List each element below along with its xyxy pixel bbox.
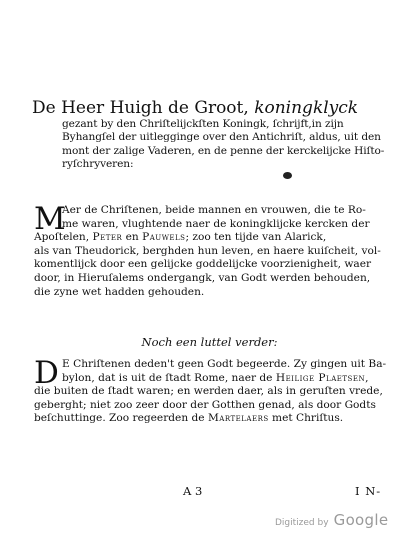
catchword: I N- <box>355 484 382 498</box>
text-line: geberght; niet zoo zeer door der Gotthen genad, als door Godts <box>34 398 376 411</box>
digitized-watermark <box>275 510 388 529</box>
text-line <box>34 231 392 245</box>
heading-line: gezant by den Chriſtelijckſten Koningk, ſchrijft,in zijn <box>62 118 344 130</box>
watermark-small-text: Digitized by <box>275 518 329 528</box>
heading-line: ryſchryveren: <box>62 158 134 171</box>
text-fragment: Apoſtelen, <box>34 231 90 244</box>
text-fragment: , <box>365 371 369 384</box>
text-line: die buiten de ſtadt waren; en werden daer, als in geruſten vrede, <box>34 385 383 398</box>
text-line: die zyne wet hadden gehouden. <box>34 285 205 298</box>
text-line: me waren, vlughtende naer de koningklijcke kercken der <box>62 217 370 230</box>
heading-title: De Heer Huigh de Groot, <box>32 98 249 118</box>
name-peter: Peter <box>92 231 123 244</box>
name-heilige-plaetsen: Heilige Plaetsen <box>275 371 366 384</box>
heading-first-line <box>32 98 402 118</box>
text-line <box>34 412 392 426</box>
text-fragment: beſchuttinge. Zoo regeerden de <box>34 412 205 425</box>
heading-continuation <box>62 118 392 172</box>
subheading: Noch een luttel verder: <box>141 335 278 349</box>
text-fragment: met Chriſtus. <box>272 412 344 425</box>
text-line: komentlijck door een gelijcke goddelijcke voorzienigheit, waer <box>34 258 372 271</box>
text-line: Aer de Chriſtenen, beide mannen en vrouwen, die te Ro- <box>62 204 366 216</box>
heading-line: Byhangſel der uitlegginge over den Antichriſt, aldus, uit den <box>62 131 381 144</box>
signature-mark: A 3 <box>183 484 203 498</box>
dropcap-m: M <box>34 201 66 237</box>
text-line: als van Theudorick, berghden hun leven, en haere kuiſcheit, vol- <box>34 244 381 257</box>
name-pauwels: Pauwels <box>142 231 186 244</box>
text-line: door, in Hieruſalems ondergangk, van Godt werden behouden, <box>34 271 371 284</box>
text-fragment: en <box>125 231 139 244</box>
text-line <box>34 372 392 386</box>
text-line: E Chriſtenen deden't geen Godt begeerde. Zy gingen uit Ba- <box>62 358 387 370</box>
paragraph-1 <box>34 201 392 299</box>
watermark-google-text: Google <box>333 511 389 529</box>
text-fragment: ; zoo ten tijde van Alarick, <box>185 231 327 244</box>
heading-title-italic: koningklyck <box>254 98 359 118</box>
heading-line: mont der zalige Vaderen, en de penne der kerckelijcke Hiſto- <box>62 144 385 157</box>
ink-blot <box>283 172 292 179</box>
text-fragment: bylon, dat is uit de ſtadt Rome, naer de <box>62 371 273 384</box>
name-martelaers: Martelaers <box>207 412 269 425</box>
dropcap-d: D <box>34 355 59 391</box>
paragraph-2 <box>34 355 392 426</box>
